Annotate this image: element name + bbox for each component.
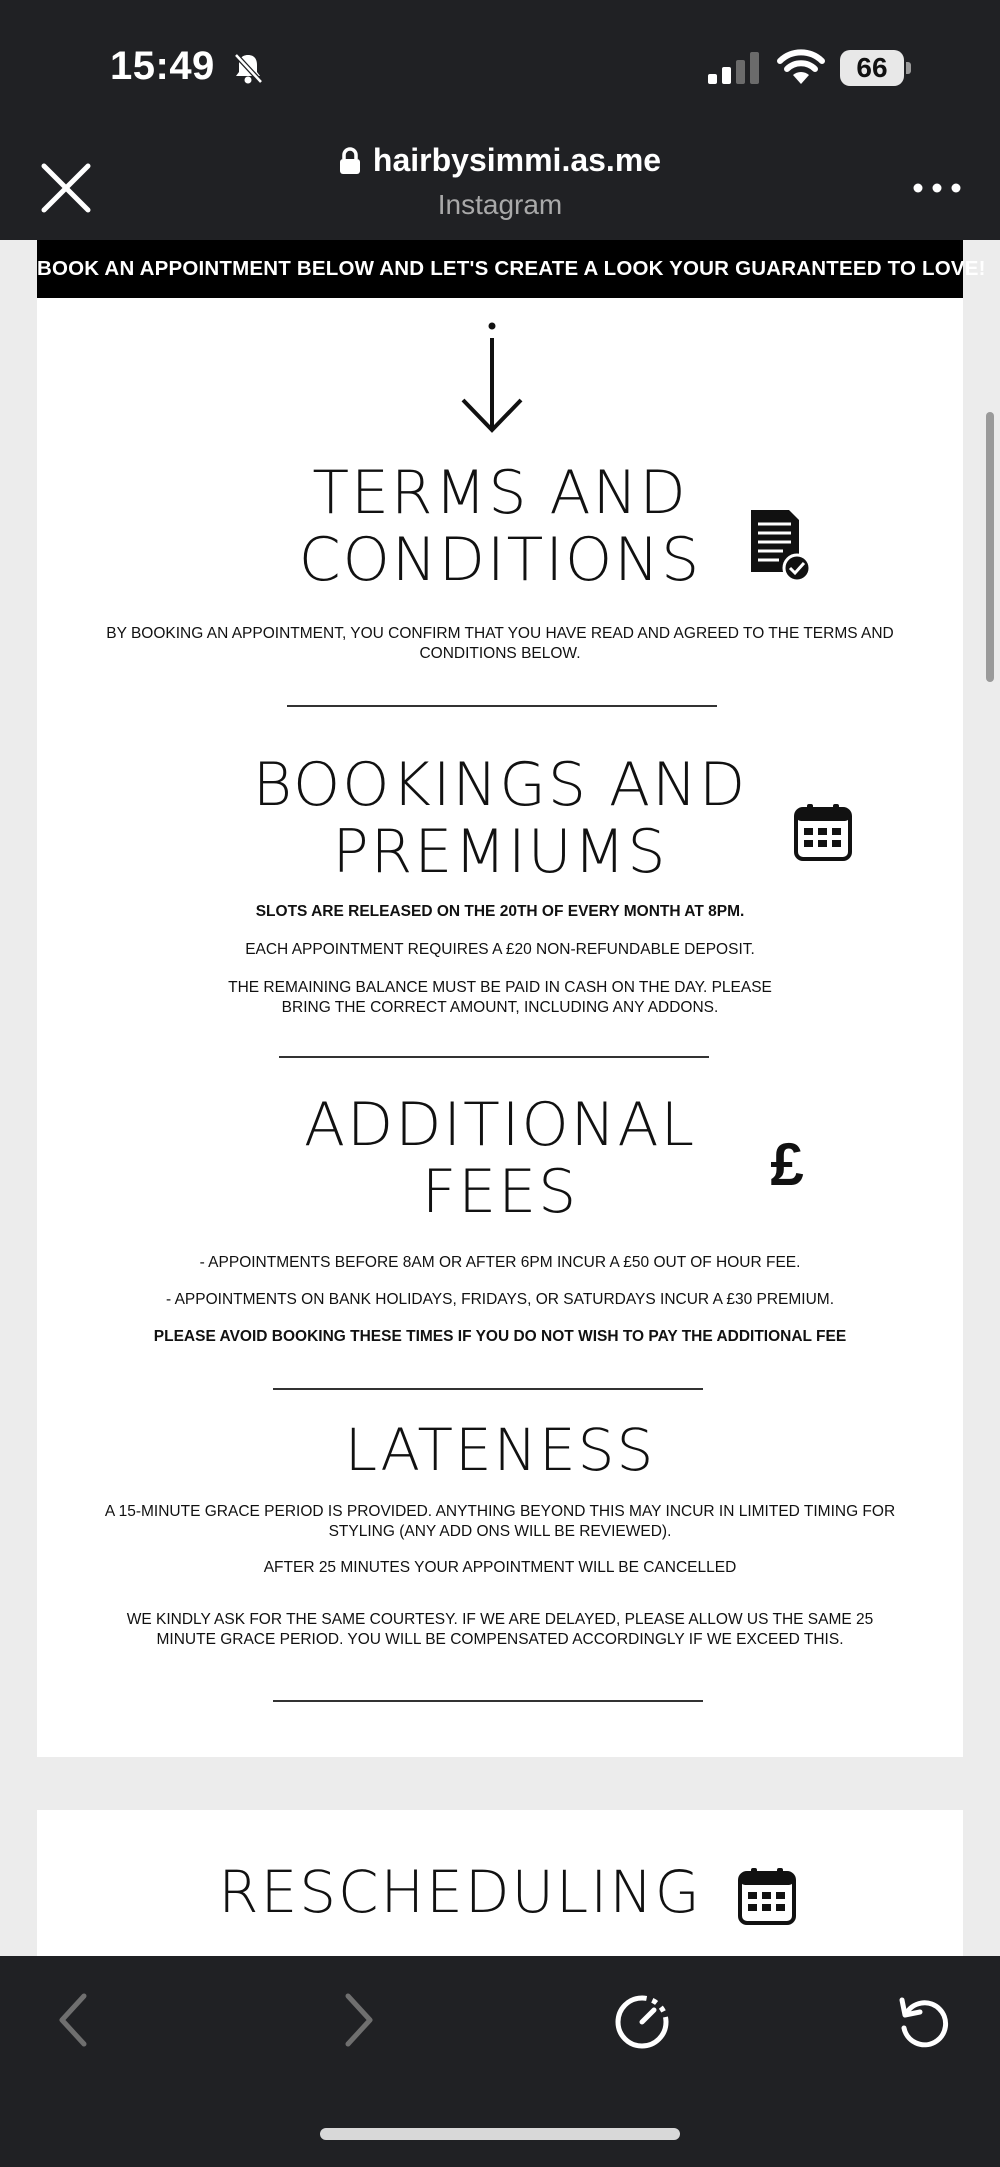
rescheduling-card — [37, 1810, 963, 1956]
fees-premium-text: - APPOINTMENTS ON BANK HOLIDAYS, FRIDAYS, OR SATURDAYS INCUR A £30 PREMIUM. — [165, 1291, 835, 1308]
battery-level: 66 — [856, 52, 888, 83]
bookings-title: BOOKINGS AND PREMIUMS — [252, 750, 748, 888]
lateness-grace-text: A 15-MINUTE GRACE PERIOD IS PROVIDED. ANYTHING BEYOND THIS MAY INCUR IN LIMITED TIMING FOR STYLING (ANY ADD ONS WILL BE REVIEWED). — [104, 1503, 896, 1540]
bell-slash-icon — [230, 50, 266, 86]
web-content[interactable] — [0, 240, 1000, 1956]
divider — [279, 1056, 709, 1058]
terms-card — [37, 240, 986, 1757]
rescheduling-title: RESCHEDULING — [218, 1858, 702, 1926]
signal-icon — [708, 52, 762, 84]
calendar-icon — [793, 802, 853, 862]
battery-icon — [840, 50, 910, 86]
close-icon[interactable] — [40, 162, 92, 214]
bookings-slots-text: SLOTS ARE RELEASED ON THE 20TH OF EVERY MONTH AT 8PM. — [255, 903, 745, 920]
bookings-deposit-text: EACH APPOINTMENT REQUIRES A £20 NON-REFUNDABLE DEPOSIT. — [245, 941, 755, 958]
terms-text: BY BOOKING AN APPOINTMENT, YOU CONFIRM THAT YOU HAVE READ AND AGREED TO THE TERMS AND CONDITIONS BELOW. — [106, 625, 894, 662]
pound-icon: £ — [770, 1131, 804, 1198]
forward-icon[interactable] — [340, 1992, 376, 2048]
terms-title: TERMS AND CONDITIONS — [298, 458, 702, 596]
bookings-balance-text: THE REMAINING BALANCE MUST BE PAID IN CASH ON THE DAY. PLEASE BRING THE CORRECT AMOUNT, INCLUDING ANY ADDONS. — [228, 979, 772, 1016]
document-check-icon — [749, 508, 811, 582]
page-url: hairbysimmi.as.me — [372, 142, 662, 178]
divider — [273, 1700, 703, 1702]
fees-title: ADDITIONAL FEES — [303, 1090, 697, 1228]
page-source: Instagram — [437, 189, 563, 220]
reload-icon[interactable] — [894, 1992, 954, 2052]
lock-icon — [339, 147, 361, 175]
lateness-cancel-text: AFTER 25 MINUTES YOUR APPOINTMENT WILL BE CANCELLED — [263, 1559, 737, 1576]
fees-out-of-hours-text: - APPOINTMENTS BEFORE 8AM OR AFTER 6PM INCUR A £50 OUT OF HOUR FEE. — [199, 1254, 801, 1271]
home-indicator[interactable] — [320, 2128, 680, 2140]
lateness-title: LATENESS — [344, 1416, 656, 1484]
calendar-icon — [737, 1866, 797, 1926]
back-icon[interactable] — [56, 1992, 92, 2048]
more-icon[interactable] — [910, 178, 964, 198]
scrollbar[interactable] — [986, 412, 994, 682]
status-time: 15:49 — [110, 44, 215, 88]
arrow-down-icon — [457, 320, 527, 435]
fees-warning-text: PLEASE AVOID BOOKING THESE TIMES IF YOU DO NOT WISH TO PAY THE ADDITIONAL FEE — [153, 1328, 847, 1345]
speed-dial-icon[interactable] — [612, 1992, 672, 2052]
wifi-icon — [776, 48, 826, 86]
address-bar[interactable] — [250, 142, 750, 221]
booking-banner: BOOK AN APPOINTMENT BELOW AND LET'S CREATE A LOOK YOUR GUARANTEED TO LOVE! — [37, 240, 963, 298]
divider — [287, 705, 717, 707]
lateness-courtesy-text: WE KINDLY ASK FOR THE SAME COURTESY. IF WE ARE DELAYED, PLEASE ALLOW US THE SAME 25 MINUTE GRACE PERIOD. YOU WILL BE COMPENSATED ACCORDINGLY IF WE EXCEED THIS. — [126, 1611, 874, 1648]
divider — [273, 1388, 703, 1390]
browser-header — [0, 0, 1000, 240]
